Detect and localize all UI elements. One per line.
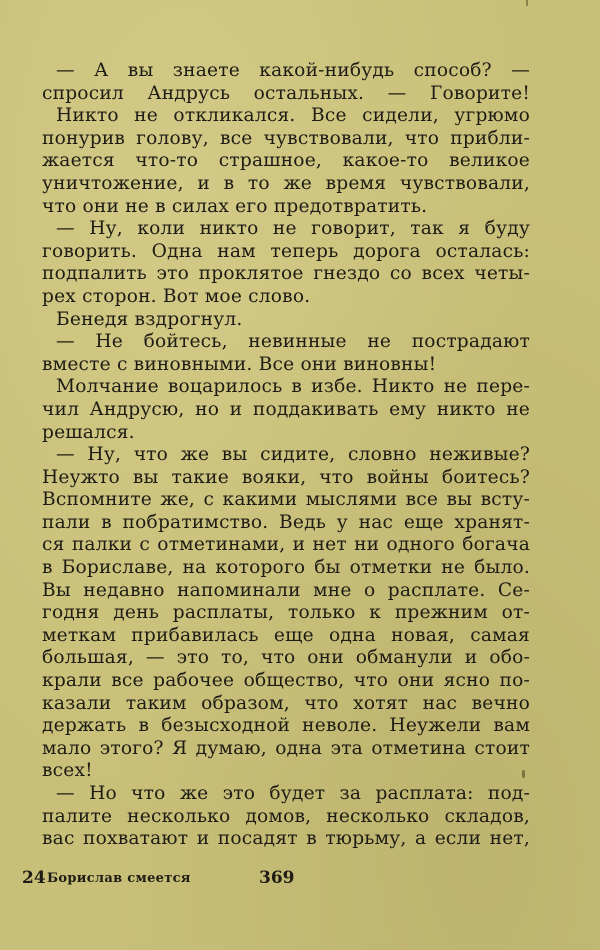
text-line: Молчание воцарилось в избе. Никто не пере- bbox=[56, 376, 530, 398]
text-line: рех сторон. Вот мое слово. bbox=[42, 285, 311, 307]
text-line: уничтожение, и в то же время чувствовали, bbox=[42, 172, 530, 194]
text-line: крали все рабочее общество, что они ясно по- bbox=[42, 670, 530, 692]
text-line: — Не бойтесь, невинные не пострадают bbox=[56, 331, 530, 353]
paper-mark bbox=[526, 0, 528, 6]
page-footer bbox=[22, 868, 582, 892]
text-line: решался. bbox=[42, 421, 135, 443]
body-text bbox=[42, 60, 530, 851]
text-line: годня день расплаты, только к прежним от- bbox=[42, 602, 530, 624]
text-line: пали в побратимство. Ведь у нас еще хранят- bbox=[42, 511, 530, 533]
text-line: держать в безысходной неволе. Неужели вам bbox=[42, 715, 530, 737]
text-line: — Но что же это будет за расплата: под- bbox=[56, 783, 530, 804]
page-number: 369 bbox=[259, 868, 295, 888]
text-line: Никто не откликался. Все сидели, угрюмо bbox=[56, 105, 530, 127]
text-line: Неужто вы такие вояки, что войны боитесь? bbox=[42, 466, 530, 488]
text-line: понурив голову, все чувствовали, что прибли- bbox=[42, 127, 530, 149]
text-line: — А вы знаете какой-нибудь способ? — bbox=[56, 60, 530, 81]
text-line: большая, — это то, что они обманули и обо- bbox=[42, 647, 530, 669]
text-line: всех! bbox=[42, 760, 93, 782]
text-line: мало этого? Я думаю, одна эта отметина стоит bbox=[42, 737, 530, 759]
text-line: Вспомните же, с какими мыслями все вы всту- bbox=[42, 489, 530, 511]
signature-number: 24 bbox=[22, 868, 46, 888]
text-line: ся палки с отметинами, и нет ни одного богача bbox=[42, 534, 530, 556]
text-line: вместе с виновными. Все они виновны! bbox=[42, 353, 437, 375]
text-line: спросил Андрусь остальных. — Говорите! bbox=[42, 82, 530, 104]
signature-title: Борислав смеется bbox=[47, 871, 191, 886]
text-line: чил Андрусю, но и поддакивать ему никто не bbox=[42, 398, 530, 420]
text-line: палите несколько домов, несколько складов, bbox=[42, 805, 530, 827]
text-line: подпалить это проклятое гнездо со всех четы- bbox=[42, 263, 530, 285]
text-line: говорить. Одна нам теперь дорога осталась: bbox=[42, 240, 530, 262]
text-line: жается что-то страшное, какое-то великое bbox=[42, 150, 530, 172]
paper-speck bbox=[522, 770, 525, 778]
text-line: Вы недавно напоминали мне о расплате. Се- bbox=[42, 579, 530, 601]
text-line: в Бориславе, на которого бы отметки не было. bbox=[42, 557, 530, 579]
text-line: — Ну, что же вы сидите, словно неживые? bbox=[56, 444, 530, 466]
text-line: казали таким образом, что хотят нас вечно bbox=[42, 692, 530, 714]
text-line: — Ну, коли никто не говорит, так я буду bbox=[56, 218, 530, 240]
text-line: что они не в силах его предотвратить. bbox=[42, 195, 428, 217]
text-line: меткам прибавилась еще одна новая, самая bbox=[42, 624, 530, 646]
text-line: вас похватают и посадят в тюрьму, а если нет, bbox=[42, 828, 530, 850]
text-line: Бенедя вздрогнул. bbox=[56, 308, 243, 330]
